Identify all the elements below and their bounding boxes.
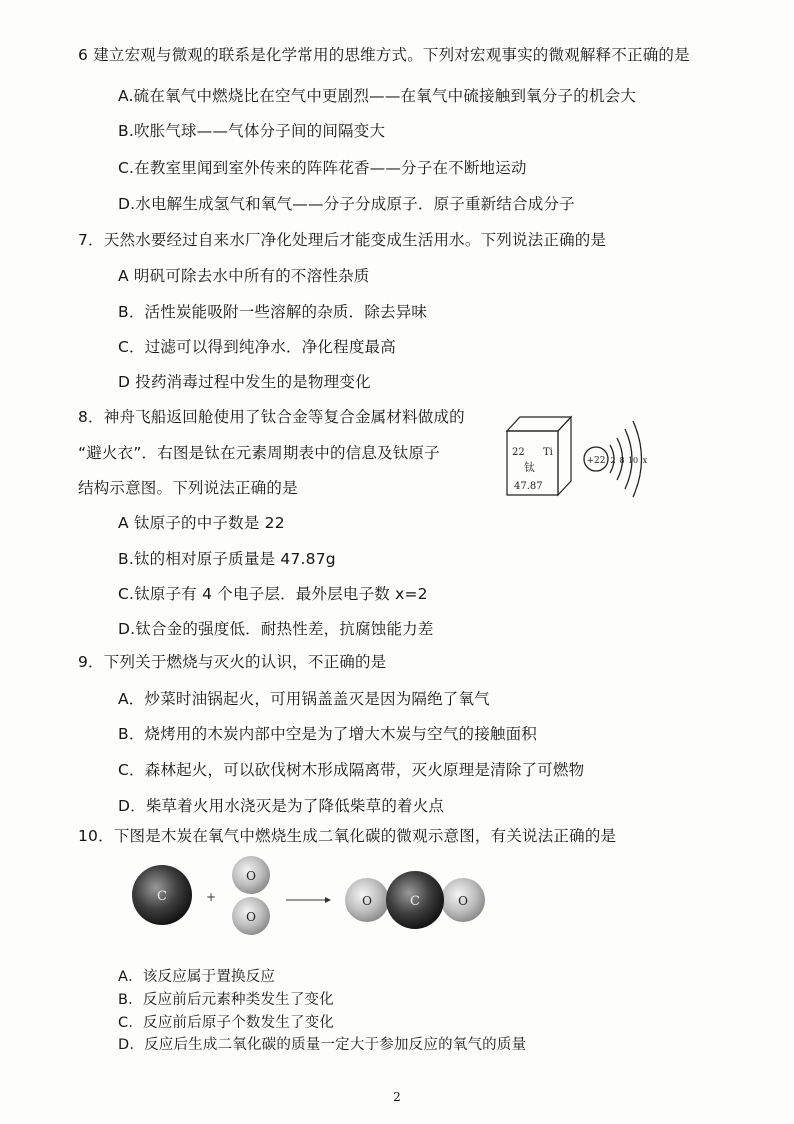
question-10-option-d: D．反应后生成二氧化碳的质量一定大于参加反应的氧气的质量 xyxy=(118,1037,527,1053)
question-9-option-b: B．烧烤用的木炭内部中空是为了增大木炭与空气的接触面积 xyxy=(118,725,538,743)
question-8-option-c: C.钛原子有 4 个电子层．最外层电子数 x=2 xyxy=(118,585,428,603)
question-10-option-b: B．反应前后元素种类发生了变化 xyxy=(118,992,334,1008)
question-7-option-a: A 明矾可除去水中所有的不溶性杂质 xyxy=(118,267,370,285)
atom-structure-diagram xyxy=(584,421,648,497)
question-9-option-c: C．森林起火，可以砍伐树木形成隔离带，灭火原理是清除了可燃物 xyxy=(118,761,585,779)
question-8-option-a: A 钛原子的中子数是 22 xyxy=(118,514,285,532)
question-7-option-d: D 投药消毒过程中发生的是物理变化 xyxy=(118,373,371,391)
question-10-stem: 10．下图是木炭在氧气中燃烧生成二氧化碳的微观示意图，有关说法正确的是 xyxy=(78,827,617,845)
question-8-stem-line-2: “避火衣”．右图是钛在元素周期表中的信息及钛原子 xyxy=(78,444,440,462)
shell-3-count: 10 xyxy=(627,456,639,465)
plus-sign: + xyxy=(205,890,217,904)
question-6-option-b: B.吹胀气球——气体分子间的间隔变大 xyxy=(118,122,386,140)
question-7-option-c: C．过滤可以得到纯净水．净化程度最高 xyxy=(118,338,396,356)
svg-text:C: C xyxy=(157,889,167,904)
carbon-atom xyxy=(132,865,192,925)
svg-text:O: O xyxy=(246,910,256,924)
svg-text:O: O xyxy=(246,869,256,883)
svg-text:O: O xyxy=(362,894,372,908)
question-7-stem: 7．天然水要经过自来水厂净化处理后才能变成生活用水。下列说法正确的是 xyxy=(78,231,607,249)
question-7-option-b: B．活性炭能吸附一些溶解的杂质．除去异味 xyxy=(118,303,428,321)
svg-text:C: C xyxy=(410,894,420,909)
shell-4-count: x xyxy=(642,456,648,465)
atomic-number: 22 xyxy=(512,447,525,458)
svg-text:O: O xyxy=(458,894,468,908)
question-9-option-a: A．炒菜时油锅起火，可用锅盖盖灭是因为隔绝了氧气 xyxy=(118,690,490,708)
question-8-stem-line-3: 结构示意图。下列说法正确的是 xyxy=(78,479,298,497)
question-6-stem: 6 建立宏观与微观的联系是化学常用的思维方式。下列对宏观事实的微观解释不正确的是 xyxy=(78,46,690,64)
carbon-dioxide-molecule xyxy=(345,871,485,929)
question-6-option-c: C.在教室里闻到室外传来的阵阵花香——分子在不断地运动 xyxy=(118,159,527,177)
element-name: 钛 xyxy=(524,461,535,474)
question-6-option-d: D.水电解生成氢气和氧气——分子分成原子．原子重新结合成分子 xyxy=(118,195,575,213)
question-8-option-b: B.钛的相对原子质量是 47.87g xyxy=(118,550,336,568)
question-10-option-c: C．反应前后原子个数发生了变化 xyxy=(118,1015,335,1031)
nucleus-charge: +22 xyxy=(586,456,606,466)
oxygen-molecule xyxy=(232,856,270,935)
atomic-mass: 47.87 xyxy=(514,481,543,492)
question-6-option-a: A.硫在氧气中燃烧比在空气中更剧烈——在氧气中硫接触到氧分子的机会大 xyxy=(118,87,637,105)
question-9-option-d: D．柴草着火用水浇灭是为了降低柴草的着火点 xyxy=(118,797,445,815)
titanium-figure xyxy=(500,405,670,505)
question-10-option-a: A．该反应属于置换反应 xyxy=(118,969,276,985)
shell-2-count: 8 xyxy=(619,456,625,465)
shell-1-count: 2 xyxy=(610,456,616,465)
question-8-option-d: D.钛合金的强度低．耐热性差，抗腐蚀能力差 xyxy=(118,620,434,638)
page-number: 2 xyxy=(393,1090,401,1104)
element-symbol: Ti xyxy=(543,447,553,458)
question-9-stem: 9．下列关于燃烧与灭火的认识，不正确的是 xyxy=(78,653,387,671)
question-8-stem-line-1: 8．神舟飞船返回舱使用了钛合金等复合金属材料做成的 xyxy=(78,408,465,426)
reaction-diagram xyxy=(125,855,515,945)
